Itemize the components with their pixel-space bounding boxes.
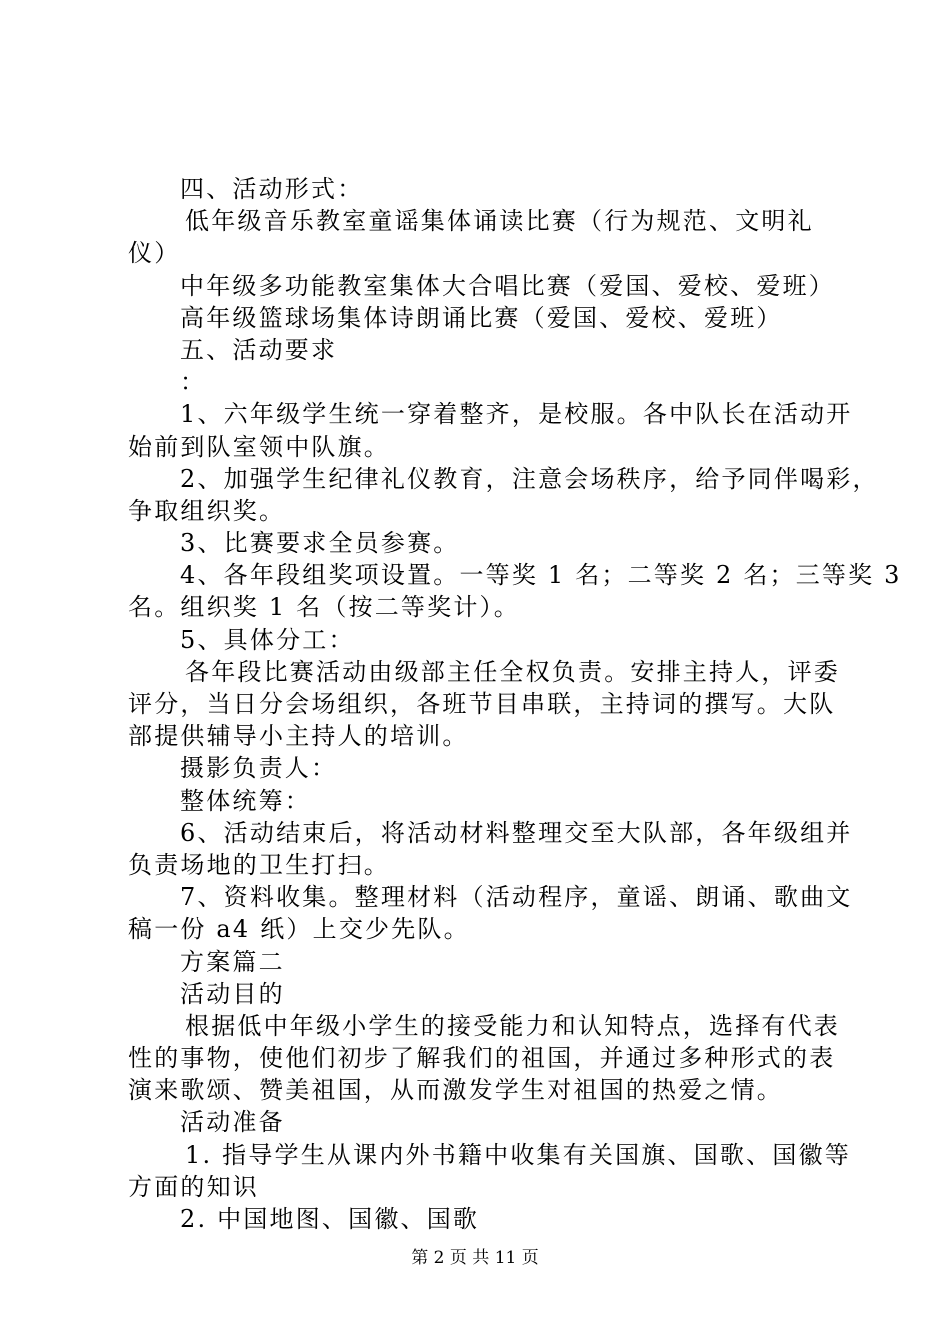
text-line: 中年级多功能教室集体大合唱比赛（爱国、爱校、爱班） — [180, 271, 835, 300]
text-line: 演来歌颂、赞美祖国，从而激发学生对祖国的热爱之情。 — [128, 1076, 783, 1105]
text-line: 评分，当日分会场组织，各班节目串联，主持词的撰写。大队 — [128, 690, 836, 718]
text-line: 活动准备 — [180, 1108, 285, 1137]
text-line: 稿一份 a4 纸）上交少先队。 — [128, 915, 470, 944]
text-line: 2. 中国地图、国徽、国歌 — [180, 1205, 480, 1233]
text-line: 1、六年级学生统一穿着整齐，是校服。各中队长在活动开 — [180, 400, 853, 429]
text-line: 方案篇二 — [180, 947, 285, 976]
text-line: 部提供辅导小主持人的培训。 — [128, 722, 469, 751]
text-line: 名。组织奖 1 名（按二等奖计）。 — [128, 593, 520, 622]
text-line: ： — [180, 368, 207, 397]
text-line: 6、活动结束后，将活动材料整理交至大队部，各年级组并 — [180, 818, 853, 847]
text-line: 五、活动要求 — [180, 335, 338, 364]
text-line: 负责场地的卫生打扫。 — [128, 850, 390, 879]
text-line: 高年级篮球场集体诗朗诵比赛（爱国、爱校、爱班） — [180, 303, 783, 332]
text-line: 根据低中年级小学生的接受能力和认知特点，选择有代表 — [185, 1011, 840, 1040]
text-line: 整体统筹： — [180, 786, 311, 815]
text-line: 四、活动形式： — [180, 175, 364, 203]
page-footer: 第 2 页 共 11 页 — [411, 1248, 539, 1268]
text-line: 活动目的 — [180, 979, 285, 1008]
text-line: 3、比赛要求全员参赛。 — [180, 529, 460, 558]
text-line: 争取组织奖。 — [128, 496, 286, 525]
text-line: 摄影负责人： — [180, 754, 338, 783]
text-line: 各年段比赛活动由级部主任全权负责。安排主持人，评委 — [185, 657, 840, 686]
text-line: 1. 指导学生从课内外书籍中收集有关国旗、国歌、国徽等 — [185, 1140, 851, 1169]
text-line: 性的事物，使他们初步了解我们的祖国，并通过多种形式的表 — [128, 1044, 836, 1073]
text-line: 2、加强学生纪律礼仪教育，注意会场秩序，给予同伴喝彩， — [180, 464, 879, 493]
document-body — [128, 173, 902, 1235]
text-line: 7、资料收集。整理材料（活动程序，童谣、朗诵、歌曲文 — [180, 883, 853, 912]
text-line: 4、各年段组奖项设置。一等奖 1 名；二等奖 2 名；三等奖 3 — [180, 561, 902, 590]
text-line: 仪） — [128, 239, 181, 268]
text-line: 方面的知识 — [128, 1172, 259, 1201]
text-line: 始前到队室领中队旗。 — [128, 432, 390, 461]
text-line: 低年级音乐教室童谣集体诵读比赛（行为规范、文明礼 — [185, 207, 814, 236]
text-line: 5、具体分工： — [180, 625, 355, 654]
